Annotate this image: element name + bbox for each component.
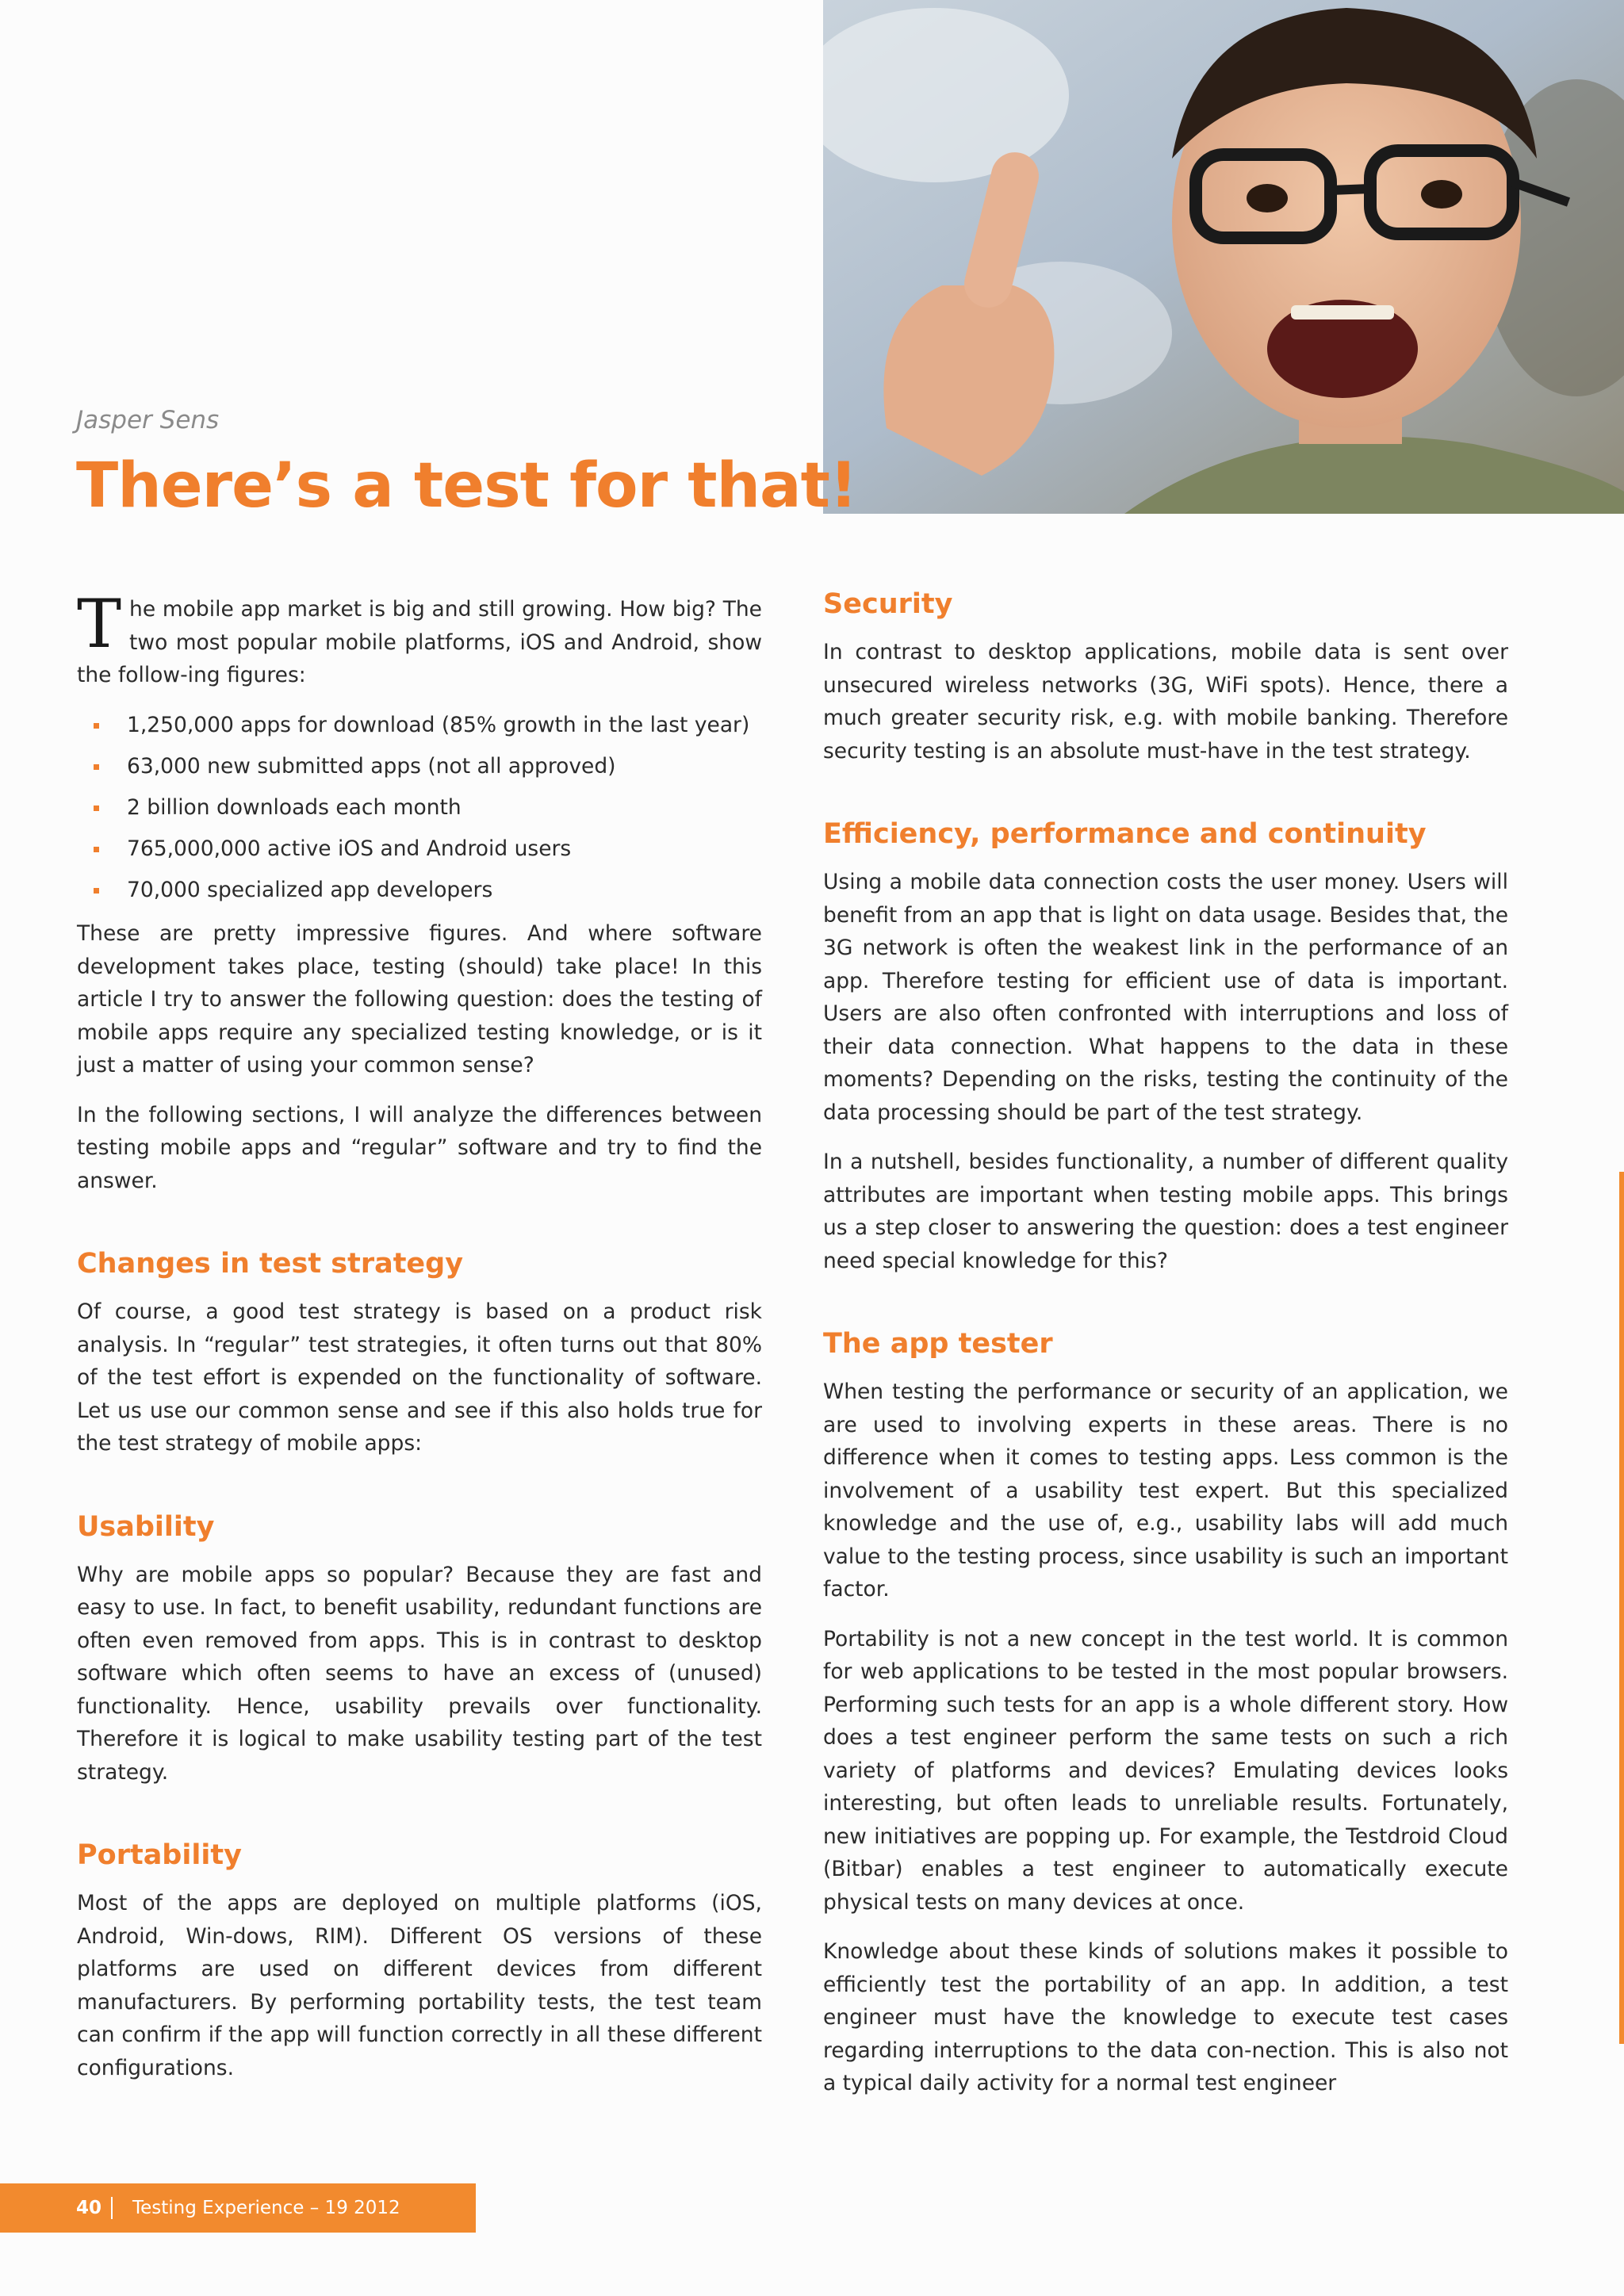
- paragraph: Using a mobile data connection costs the user money. Users will benefit from an app that is light on data usage. Besides that, the 3G network is often the weakest link in the performance of an app. Therefore testing for efficient use of data is important. Users are also often confronted with interruptions and loss of their data connection. What happens to the data in these moments? Depending on the risks, testing the continuity of the data processing should be part of the test strategy.: [823, 870, 1508, 1125]
- bullet-icon: [94, 764, 99, 770]
- heading-security: Security: [823, 588, 953, 620]
- page-number: 40: [76, 2198, 102, 2218]
- list-item-text: 70,000 specialized app developers: [127, 877, 493, 902]
- paragraph: When testing the performance or security of an application, we are used to involving experts in these areas. There is no difference when it comes to testing apps. Less common is the involvement of a usability test expert. But this specialized knowledge and the use of, e.g., usability labs will add much value to the testing process, since usability is such an important factor.: [823, 1380, 1508, 1601]
- article-title: There’s a test for that!: [76, 450, 857, 522]
- footer-divider: [111, 2197, 113, 2219]
- heading-efficiency: Efficiency, performance and continuity: [823, 818, 1427, 850]
- figures-list: [77, 709, 762, 907]
- drop-cap: T: [77, 585, 122, 663]
- paragraph: Portability is not a new concept in the test world. It is common for web applications to be tested in the most popular browsers. Performing such tests for an app is a whole different story. How does a test engineer perform the same tests on such a rich variety of platforms and devices? Emulating devices looks interesting, but often leads to unreliable results. Fortunately, new initiatives are popping up. For example, the Testdroid Cloud (Bitbar) enables a test engineer to automatically execute physical tests on many devices at once.: [823, 1626, 1508, 1915]
- heading-usability: Usability: [77, 1510, 215, 1543]
- list-item-text: 1,250,000 apps for download (85% growth in the last year): [127, 712, 750, 737]
- page-footer: [0, 2183, 476, 2233]
- paragraph: Knowledge about these kinds of solutions makes it possible to efficiently test the portability of an app. In addition, a test engineer must have the knowledge to execute test cases regarding interruptions to the data con-nection. This is also not a typical daily activity for a normal test engineer: [823, 1939, 1508, 2095]
- author-name: Jasper Sens: [76, 406, 220, 434]
- list-item: [77, 750, 762, 783]
- publication-name: Testing Experience – 19 2012: [132, 2198, 400, 2218]
- paragraph: Of course, a good test strategy is based on a product risk analysis. In “regular” test strategies, it often turns out that 80% of the test effort is expended on the functionality of software. Let us use our common sense and see if this also holds true for the test strategy of mobile apps:: [77, 1299, 762, 1456]
- heading-app-tester: The app tester: [823, 1328, 1053, 1360]
- list-item-text: 765,000,000 active iOS and Android users: [127, 836, 572, 861]
- heading-changes-in-test-strategy: Changes in test strategy: [77, 1248, 464, 1280]
- right-edge-accent: [1619, 1172, 1624, 2044]
- list-item-text: 63,000 new submitted apps (not all approved): [127, 753, 616, 779]
- bullet-icon: [94, 723, 99, 729]
- bullet-icon: [94, 806, 99, 811]
- intro-text: he mobile app market is big and still growing. How big? The two most popular mobile platforms, iOS and Android, show the follow-ing figures:: [77, 597, 762, 687]
- list-item: [77, 791, 762, 825]
- paragraph: In the following sections, I will analyze the differences between testing mobile apps and “regular” software and try to find the answer.: [77, 1102, 762, 1193]
- list-item: [77, 874, 762, 907]
- left-column: [77, 585, 762, 2101]
- paragraph: In a nutshell, besides functionality, a number of different quality attributes are important when testing mobile apps. This brings us a step closer to answering the question: does a test engineer need special knowledge for this?: [823, 1150, 1508, 1273]
- paragraph: Why are mobile apps so popular? Because they are fast and easy to use. In fact, to benefit usability, redundant functions are often even removed from apps. This is in contrast to desktop software which often seems to have an excess of (unused) functionality. Hence, usability prevails over functionality. Therefore it is logical to make usability testing part of the test strategy.: [77, 1562, 762, 1785]
- list-item-text: 2 billion downloads each month: [127, 794, 462, 820]
- paragraph: Most of the apps are deployed on multiple platforms (iOS, Android, Win-dows, RIM). Different OS versions of these platforms are used on different devices from different manufacturers. By performing portability tests, the test team can confirm if the app will function correctly in all these different configurations.: [77, 1891, 762, 2080]
- right-column: [823, 587, 1508, 2117]
- paragraph: These are pretty impressive figures. And where software development takes place, testing (should) take place! In this article I try to answer the following question: does the testing of mobile apps require any specialized testing knowledge, or is it just a matter of using your common sense?: [77, 921, 762, 1077]
- list-item: [77, 709, 762, 742]
- intro-paragraph: [77, 585, 762, 692]
- list-item: [77, 832, 762, 866]
- bullet-icon: [94, 888, 99, 894]
- hero-photo: [823, 0, 1624, 514]
- heading-portability: Portability: [77, 1839, 242, 1871]
- bullet-icon: [94, 847, 99, 852]
- paragraph: In contrast to desktop applications, mobile data is sent over unsecured wireless networks (3G, WiFi spots). Hence, there a much greater security risk, e.g. with mobile banking. Therefore security testing is an absolute must-have in the test strategy.: [823, 640, 1508, 763]
